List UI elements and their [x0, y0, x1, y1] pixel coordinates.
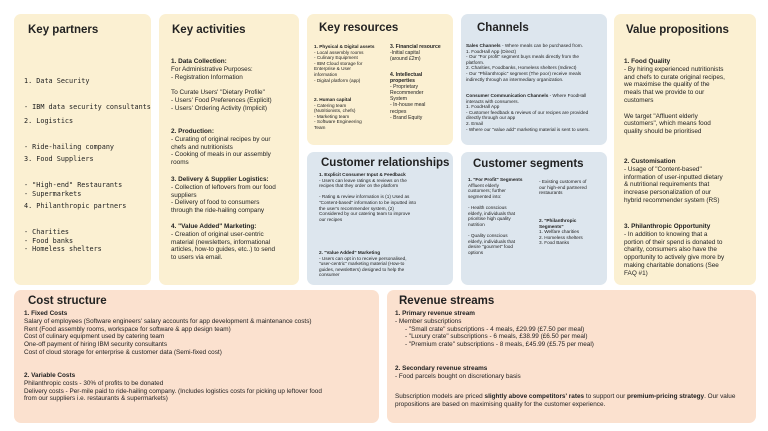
key-resources-title: Key resources — [319, 22, 399, 34]
variable-costs-body: Philanthropic costs - 30% of profits to be donated Delivery costs - Per-mile paid to ride-hailing company. (Includes logistics costs for picking up leftover food from our suppliers i.e. restaurants & supermarkets) — [24, 379, 322, 403]
sales-channels-body: - Where meals can be purchased from. 1. FoodHall App (Direct) - Our "For profit" segment buys meals directly from the platform. 2. Charities, Foodbanks, Homeless shelters (Indirect) - Our "Philanthropic" segment (The poor) receive meals indirectly through an intermediary organization. — [466, 43, 583, 82]
value-propositions-card — [614, 14, 756, 285]
resource-physical-digital — [314, 44, 388, 83]
primary-revenue — [395, 310, 755, 349]
communication-channels-head: Consumer Communication Channels — [466, 93, 549, 98]
pricing-note-emphasis: slightly above competitors' rates — [484, 393, 585, 400]
relationship-body: - Users can opt in to receive personalised, "user-centric" marketing material (How-to guides, newsletters) designed to help the consumer — [319, 255, 407, 278]
activity-head: 3. Delivery & Supplier Logistics: — [171, 176, 269, 183]
resource-body: - Catering team (Nutritionists, chefs) - Marketing team - Software Engineering Team — [314, 102, 362, 130]
crate-luxury: - "Luxury crate" subscriptions - 6 meals, £38.99 (£6.50 per meal) — [405, 333, 588, 341]
value-propositions-title: Value propositions — [626, 24, 729, 36]
revenue-streams-card — [387, 290, 756, 423]
value-head: 1. Food Quality — [624, 58, 671, 65]
partner-group-head: 4. Philanthropic partners — [24, 202, 127, 211]
activity-data-collection — [171, 58, 297, 113]
cost-structure-card — [14, 290, 379, 423]
sales-channels — [466, 43, 606, 82]
resource-body: - Local assembly rooms - Culinary Equipment - IBM Cloud storage for Enterprise & User information - Digital platform (app) — [314, 49, 364, 83]
crate-small: - "Small crate" subscriptions - 4 meals, £29.99 (£7.50 per meal) — [405, 325, 585, 333]
resource-intellectual — [390, 72, 452, 121]
customer-relationships-title: Customer relationships — [321, 157, 450, 169]
relationship-head: 1. Explicit Consumer Input & Feedback — [319, 172, 406, 177]
partner-group-head: 1. Data Security — [24, 77, 90, 86]
resource-body: -Initial capital (around £2m) — [390, 50, 421, 63]
communication-channels — [466, 93, 606, 132]
primary-revenue-head: 1. Primary revenue stream — [395, 310, 475, 317]
resource-head: 1. Physical & Digital assets — [314, 44, 375, 49]
partner-group-items: - "High-end" Restaurants - Supermarkets — [24, 180, 123, 198]
activity-head: 2. Production: — [171, 128, 214, 135]
key-partners-title: Key partners — [28, 24, 99, 36]
relationship-marketing — [319, 250, 453, 278]
customer-segments-card — [461, 152, 607, 285]
partner-group-items: - Ride-hailing company — [24, 142, 115, 151]
key-resources-card — [307, 14, 453, 145]
variable-costs — [24, 372, 378, 403]
value-philanthropic — [624, 223, 756, 278]
relationship-explicit-feedback — [319, 172, 453, 222]
segment-body: 1. Welfare charities 2. Homeless shelters 3. Food Banks — [539, 229, 583, 246]
partner-group-head: 3. Food Suppliers — [24, 155, 94, 164]
segment-head: 1. "For Profit" Segments — [468, 177, 523, 182]
activity-delivery — [171, 176, 297, 215]
pricing-note-text: . Our value propositions are based on maximising quality for the customer experience. — [395, 393, 736, 408]
partner-group-head: 2. Logistics — [24, 117, 74, 126]
variable-costs-head: 2. Variable Costs — [24, 372, 76, 379]
activity-body: For Administrative Purposes: - Registration Information To Curate Users' "Dietary Profile" - Users' Food Preferences (Explicit) - Users' Ordering Activity (Implicit) — [171, 65, 272, 112]
pricing-note-text: to support our — [584, 393, 628, 400]
activity-head: 4. "Value Added" Marketing: — [171, 223, 257, 230]
pricing-note-text: Subscription models are priced — [395, 393, 485, 400]
partner-group-philanthropic — [24, 185, 126, 271]
key-partners-card — [14, 14, 151, 285]
customer-relationships-card — [307, 152, 453, 285]
segment-body: Affluent elderly customers; further segmented into: - Health conscious elderly, individuals that prioritise high quality nutrition - Quality conscious elderly, individuals that desire "gourmet" food options — [468, 182, 516, 255]
key-activities-title: Key activities — [172, 24, 246, 36]
activity-body: - Collection of leftovers from our food suppliers - Delivery of food to consumers through the ride-hailing company — [171, 183, 276, 215]
pricing-note-emphasis: premium-pricing strategy — [627, 393, 705, 400]
relationship-head: 2. "Value Added" Marketing — [319, 250, 381, 255]
activity-marketing — [171, 223, 297, 262]
segment-head: 2. "Philanthropic Segments" — [539, 218, 577, 229]
secondary-revenue — [395, 365, 755, 381]
activity-body: - Curating of original recipes by our chefs and nutritionists - Cooking of meals in our assembly rooms — [171, 135, 271, 167]
primary-revenue-sub: - Member subscriptions — [395, 317, 462, 325]
channels-title: Channels — [477, 22, 529, 34]
resource-head: 3. Financial resource — [390, 44, 441, 50]
key-activities-card — [159, 14, 299, 285]
customer-segments-title: Customer segments — [473, 158, 584, 170]
value-body: - In addition to knowing that a portion of their spend is donated to charity, consumers also have the opportunity to actively give more by making charitable donations (See FAQ #1) — [624, 230, 725, 277]
resource-human-capital — [314, 97, 388, 131]
resource-head: 2. Human capital — [314, 97, 352, 102]
value-customisation — [624, 158, 756, 205]
activity-head: 1. Data Collection: — [171, 58, 227, 65]
activity-body: - Creation of original user-centric material (newsletters, informational articles, how-to guides, etc..) to send to users via email. — [171, 230, 276, 262]
value-head: 2. Customisation — [624, 158, 676, 165]
partner-group-items: - Charities - Food banks - Homeless shelters — [24, 227, 102, 254]
activity-production — [171, 128, 297, 167]
value-body: - Usage of "Content-based" information of user-inputted dietary & nutritional requirements that increase personalization of our hybrid recommender system (RS) — [624, 165, 723, 204]
revenue-streams-title: Revenue streams — [399, 295, 495, 307]
fixed-costs — [24, 310, 378, 357]
communication-channels-body: - Where FoodHall interacts with consumers. 1. FoodHall App - Customer feedback & reviews of our recipes are provided directly through our app 2. Email - Where our "value add" marketing material is sent to users. — [466, 93, 590, 132]
segment-existing-customers: - Existing customers of our high-end partnered restaurants — [539, 179, 587, 196]
segment-philanthropic — [539, 218, 607, 246]
segment-for-profit — [468, 177, 540, 255]
value-food-quality — [624, 58, 756, 136]
crate-premium: - "Premium crate" subscriptions - 8 meals, £45.99 (£5.75 per meal) — [405, 341, 594, 349]
value-body: - By hiring experienced nutritionists and chefs to curate original recipes, we maximise the quality of the meals that we provide to our customers We target "Affluent elderly customers", which means food quality should be prioritised — [624, 65, 725, 136]
resource-head: 4. Intellectual properties — [390, 72, 423, 85]
fixed-costs-body: Salary of employees (Software engineers' salary accounts for app development & maintenance costs) Rent (Food assembly rooms, workspace for software & app design team) Cost of culinary equipment used by catering team One-off payment of hiring IBM security consultants Cost of cloud storage for enterprise & customer data (Semi-fixed cost) — [24, 317, 312, 356]
channels-card — [461, 14, 607, 145]
resource-financial — [390, 44, 452, 62]
pricing-note — [395, 393, 751, 409]
secondary-revenue-head: 2. Secondary revenue streams — [395, 365, 488, 372]
secondary-revenue-body: - Food parcels bought on discretionary basis — [395, 372, 521, 380]
relationship-body: - Users can leave ratings & reviews on the recipes that they order on the platform - Rating & review information is (1) Used as "Content-based" information to be inputted into the user's recommender system, (2) Considered by our catering team to improve our recipes — [319, 177, 417, 222]
resource-body: - Proprietary Recommender System - In-house meal recipes - Brand Equity — [390, 84, 426, 121]
fixed-costs-head: 1. Fixed Costs — [24, 310, 68, 317]
partner-group-items: - IBM data security consultants — [24, 102, 151, 111]
sales-channels-head: Sales Channels — [466, 43, 501, 48]
value-head: 3. Philanthropic Opportunity — [624, 223, 711, 230]
cost-structure-title: Cost structure — [28, 295, 107, 307]
crate-list — [395, 326, 755, 349]
